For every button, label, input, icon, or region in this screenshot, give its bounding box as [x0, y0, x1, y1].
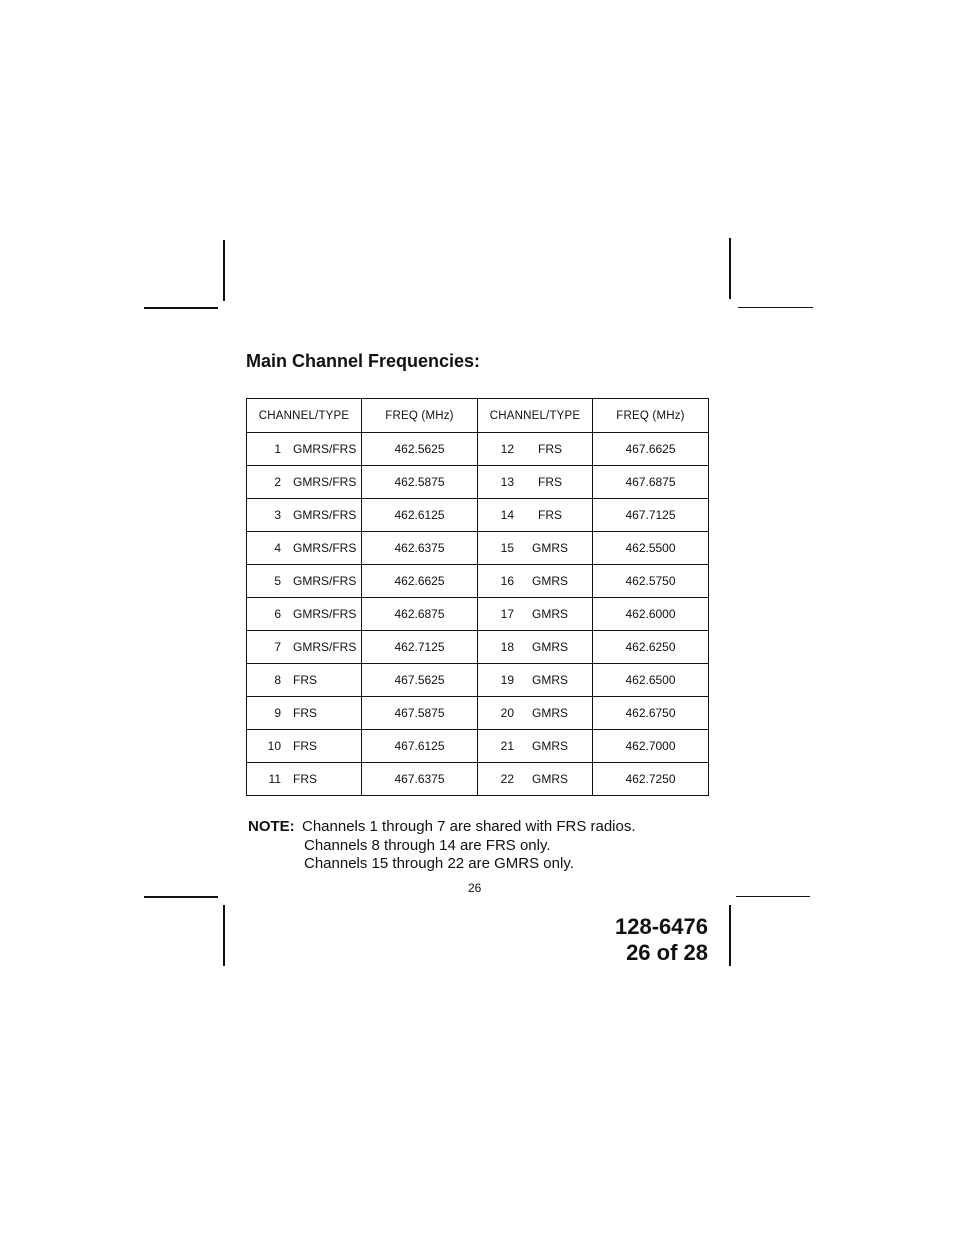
crop-mark [223, 905, 225, 966]
channel-type: GMRS [532, 673, 568, 687]
frequency-cell: 467.6875 [593, 466, 709, 499]
channel-number: 18 [500, 640, 514, 654]
channel-type-cell [478, 598, 593, 631]
channel-type-cell [247, 565, 362, 598]
document-number: 128-6476 [615, 914, 708, 939]
channel-number: 12 [500, 442, 514, 456]
channel-type-cell [478, 433, 593, 466]
channel-type-cell [247, 631, 362, 664]
column-header: CHANNEL/TYPE [247, 399, 362, 433]
channel-type-cell [247, 730, 362, 763]
channel-type: FRS [293, 739, 317, 753]
channel-type: GMRS [532, 607, 568, 621]
frequency-cell: 467.6125 [362, 730, 478, 763]
frequency-cell: 462.6375 [362, 532, 478, 565]
channel-type-cell [247, 466, 362, 499]
channel-type-cell [478, 466, 593, 499]
page-number: 26 [468, 881, 482, 895]
table-header-row [247, 399, 709, 433]
note [248, 818, 636, 874]
table-row [247, 532, 709, 565]
crop-mark [729, 238, 731, 299]
channel-type: GMRS [532, 739, 568, 753]
channel-type: FRS [293, 706, 317, 720]
crop-mark [729, 905, 731, 966]
channel-type-cell [478, 499, 593, 532]
channel-type: GMRS [532, 541, 568, 555]
channel-type-cell [247, 499, 362, 532]
channel-number: 7 [274, 640, 281, 654]
table-row [247, 565, 709, 598]
frequency-table [246, 398, 709, 796]
channel-number: 5 [274, 574, 281, 588]
table-row [247, 433, 709, 466]
channel-number: 14 [500, 508, 514, 522]
frequency-cell: 462.6625 [362, 565, 478, 598]
frequency-cell: 462.5750 [593, 565, 709, 598]
table-row [247, 763, 709, 796]
crop-mark [144, 896, 218, 898]
channel-number: 1 [274, 442, 281, 456]
frequency-cell: 462.7000 [593, 730, 709, 763]
table-row [247, 466, 709, 499]
channel-number: 6 [274, 607, 281, 621]
channel-type: GMRS/FRS [293, 475, 357, 489]
frequency-cell: 462.7125 [362, 631, 478, 664]
channel-type-cell [247, 763, 362, 796]
channel-type-cell [247, 697, 362, 730]
crop-mark [738, 307, 813, 308]
frequency-cell: 462.6000 [593, 598, 709, 631]
channel-type-cell [478, 631, 593, 664]
channel-type: FRS [538, 442, 562, 456]
frequency-cell: 462.6500 [593, 664, 709, 697]
frequency-cell: 467.7125 [593, 499, 709, 532]
table-row [247, 631, 709, 664]
note-text: Channels 1 through 7 are shared with FRS radios. [302, 818, 636, 835]
channel-number: 4 [274, 541, 281, 555]
channel-type-cell [478, 532, 593, 565]
channel-number: 10 [267, 739, 281, 753]
frequency-cell: 462.7250 [593, 763, 709, 796]
table-row [247, 730, 709, 763]
channel-number: 21 [500, 739, 514, 753]
note-label: NOTE: [248, 818, 295, 835]
channel-type: GMRS/FRS [293, 574, 357, 588]
channel-type: FRS [538, 508, 562, 522]
channel-number: 13 [500, 475, 514, 489]
note-line: Channels 8 through 14 are FRS only. [304, 836, 551, 854]
channel-type: GMRS/FRS [293, 541, 357, 555]
channel-type-cell [478, 565, 593, 598]
channel-type-cell [247, 433, 362, 466]
channel-type-cell [478, 763, 593, 796]
channel-type: FRS [538, 475, 562, 489]
channel-number: 19 [500, 673, 514, 687]
channel-type: GMRS/FRS [293, 442, 357, 456]
channel-number: 3 [274, 508, 281, 522]
channel-type-cell [478, 730, 593, 763]
channel-type: FRS [293, 772, 317, 786]
channel-type: GMRS/FRS [293, 640, 357, 654]
channel-type: GMRS/FRS [293, 607, 357, 621]
channel-type: FRS [293, 673, 317, 687]
section-title: Main Channel Frequencies: [246, 351, 481, 371]
channel-type-cell [247, 664, 362, 697]
page-count: 26 of 28 [626, 940, 708, 965]
table-row [247, 598, 709, 631]
table-row [247, 499, 709, 532]
channel-number: 20 [500, 706, 514, 720]
frequency-cell: 467.5875 [362, 697, 478, 730]
table-body [247, 433, 709, 796]
channel-type: GMRS [532, 706, 568, 720]
channel-type: GMRS [532, 772, 568, 786]
column-header: FREQ (MHz) [362, 399, 478, 433]
note-line: Channels 15 through 22 are GMRS only. [304, 855, 574, 872]
channel-type: GMRS/FRS [293, 508, 357, 522]
frequency-cell: 467.6375 [362, 763, 478, 796]
channel-number: 22 [500, 772, 514, 786]
frequency-cell: 467.5625 [362, 664, 478, 697]
channel-number: 16 [500, 574, 514, 588]
channel-number: 8 [274, 673, 281, 687]
column-header: CHANNEL/TYPE [478, 399, 593, 433]
channel-type: GMRS [532, 640, 568, 654]
frequency-cell: 462.6750 [593, 697, 709, 730]
frequency-cell: 467.6625 [593, 433, 709, 466]
crop-mark [736, 896, 810, 897]
column-header: FREQ (MHz) [593, 399, 709, 433]
channel-number: 9 [274, 706, 281, 720]
frequency-cell: 462.5875 [362, 466, 478, 499]
channel-number: 11 [268, 772, 281, 786]
note-line [248, 818, 636, 837]
channel-type: GMRS [532, 574, 568, 588]
channel-type-cell [247, 532, 362, 565]
frequency-cell: 462.6250 [593, 631, 709, 664]
frequency-cell: 462.6125 [362, 499, 478, 532]
channel-type-cell [247, 598, 362, 631]
table-row [247, 664, 709, 697]
crop-mark [144, 307, 218, 309]
channel-number: 17 [500, 607, 514, 621]
channel-type-cell [478, 664, 593, 697]
frequency-cell: 462.5500 [593, 532, 709, 565]
frequency-cell: 462.6875 [362, 598, 478, 631]
document-id [615, 914, 708, 966]
channel-number: 2 [274, 475, 281, 489]
table-row [247, 697, 709, 730]
crop-mark [223, 240, 225, 301]
frequency-cell: 462.5625 [362, 433, 478, 466]
channel-type-cell [478, 697, 593, 730]
channel-number: 15 [500, 541, 514, 555]
